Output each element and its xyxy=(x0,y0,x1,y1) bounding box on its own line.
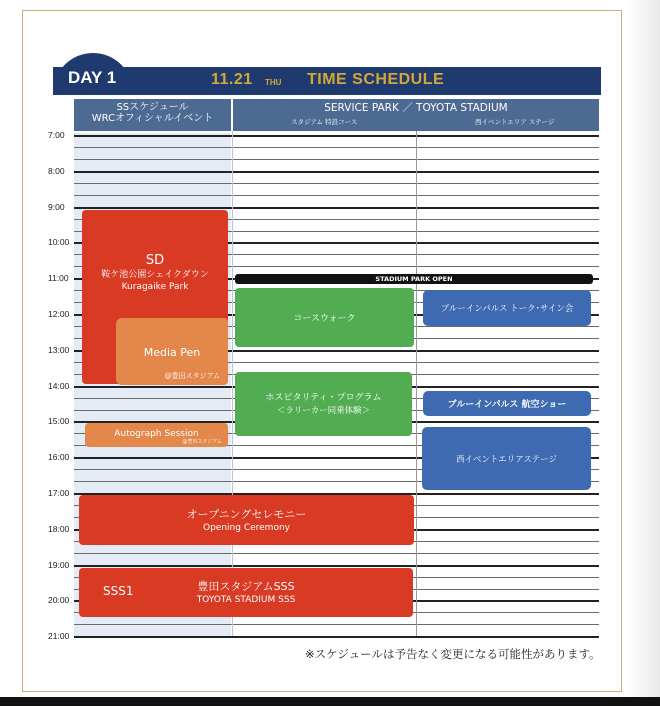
hour-line xyxy=(74,207,599,209)
event-shakedown-title: SD xyxy=(145,253,165,268)
event-hospitality-line1: ホスピタリティ・プログラム xyxy=(265,392,382,403)
time-label: 8:00 xyxy=(48,166,65,176)
event-blue-impulse-show[interactable] xyxy=(423,391,591,416)
hour-line xyxy=(74,171,599,173)
time-label: 13:00 xyxy=(48,345,70,355)
event-stadium-park-open[interactable] xyxy=(235,274,593,284)
disclaimer-note: ※スケジュールは予告なく変更になる可能性があります。 xyxy=(305,647,601,661)
column-header-sp-title: SERVICE PARK ／ TOYOTA STADIUM xyxy=(324,102,508,114)
event-course-walk[interactable] xyxy=(235,288,414,347)
event-autograph-session[interactable] xyxy=(85,423,228,447)
time-label: 18:00 xyxy=(48,524,70,534)
event-hospitality-line2: ＜ラリーカー同乗体験＞ xyxy=(276,405,371,416)
hour-line xyxy=(74,135,599,137)
time-label: 17:00 xyxy=(48,488,70,498)
hour-line xyxy=(74,565,599,567)
column-divider-right xyxy=(416,131,417,636)
event-media-pen-title: Media Pen xyxy=(143,346,201,359)
event-opening-en: Opening Ceremony xyxy=(203,522,290,533)
hour-line xyxy=(74,636,599,638)
event-shakedown-venue-en: Kuragaike Park xyxy=(121,282,189,292)
page-edge-shadow xyxy=(628,0,660,706)
column-header-ss-line1: SSスケジュール xyxy=(116,102,189,113)
event-course-walk-label: コースウォーク xyxy=(293,314,356,324)
time-label: 21:00 xyxy=(48,631,70,641)
time-label: 9:00 xyxy=(48,202,65,212)
minor-line xyxy=(74,147,599,148)
time-label: 10:00 xyxy=(48,237,70,247)
time-label: 16:00 xyxy=(48,452,70,462)
time-label: 20:00 xyxy=(48,595,70,605)
column-divider-left xyxy=(232,131,233,636)
event-sss1-en: TOYOTA STADIUM SSS xyxy=(196,594,296,605)
event-hospitality-program[interactable] xyxy=(235,372,412,436)
event-sss1-label: SSS1 xyxy=(103,584,134,598)
schedule-title: TIME SCHEDULE xyxy=(307,71,445,88)
event-media-pen-place: @豊田スタジアム xyxy=(164,372,220,380)
event-opening-jp: オープニングセレモニー xyxy=(186,507,307,521)
event-stadium-park-open-label: STADIUM PARK OPEN xyxy=(375,275,453,283)
column-header-ss xyxy=(74,99,231,131)
event-autograph-title: Autograph Session xyxy=(114,428,199,439)
event-west-stage-label: 西イベントエリアステージ xyxy=(456,454,557,465)
column-header-ss-line2: WRCオフィシャルイベント xyxy=(91,113,214,124)
event-opening-ceremony[interactable] xyxy=(79,495,414,545)
minor-line xyxy=(74,553,599,554)
event-blue-impulse-show-label: ブルーインパルス 航空ショー xyxy=(447,400,567,410)
day-label: DAY 1 xyxy=(68,68,117,87)
time-label: 14:00 xyxy=(48,381,70,391)
time-label: 7:00 xyxy=(48,130,65,140)
event-blue-impulse-talk[interactable] xyxy=(423,290,591,326)
event-autograph-place: @豊田スタジアム xyxy=(182,439,222,445)
bottom-bar xyxy=(0,697,660,706)
event-blue-impulse-talk-label: ブルーインパルス トーク･サイン会 xyxy=(440,304,574,314)
sub-header-stadium-course: スタジアム 特設コース xyxy=(291,118,358,126)
minor-line xyxy=(74,624,599,625)
minor-line xyxy=(74,183,599,184)
event-shakedown-venue-jp: 鞍ケ池公園シェイクダウン xyxy=(101,270,209,280)
time-label: 11:00 xyxy=(48,273,69,283)
column-header-service-park xyxy=(233,99,599,131)
sub-header-west-stage: 西イベントエリア ステージ xyxy=(475,118,555,126)
time-label: 19:00 xyxy=(48,560,70,570)
time-label: 12:00 xyxy=(48,309,70,319)
minor-line xyxy=(74,195,599,196)
day-of-week-label: THU xyxy=(265,78,282,87)
event-sss1[interactable] xyxy=(79,568,413,617)
minor-line xyxy=(74,159,599,160)
event-west-stage[interactable] xyxy=(422,427,591,490)
date-label: 11.21 xyxy=(211,71,253,88)
time-label: 15:00 xyxy=(48,416,70,426)
event-media-pen[interactable] xyxy=(116,318,228,385)
event-sss1-jp: 豊田スタジアムSSS xyxy=(197,579,295,593)
